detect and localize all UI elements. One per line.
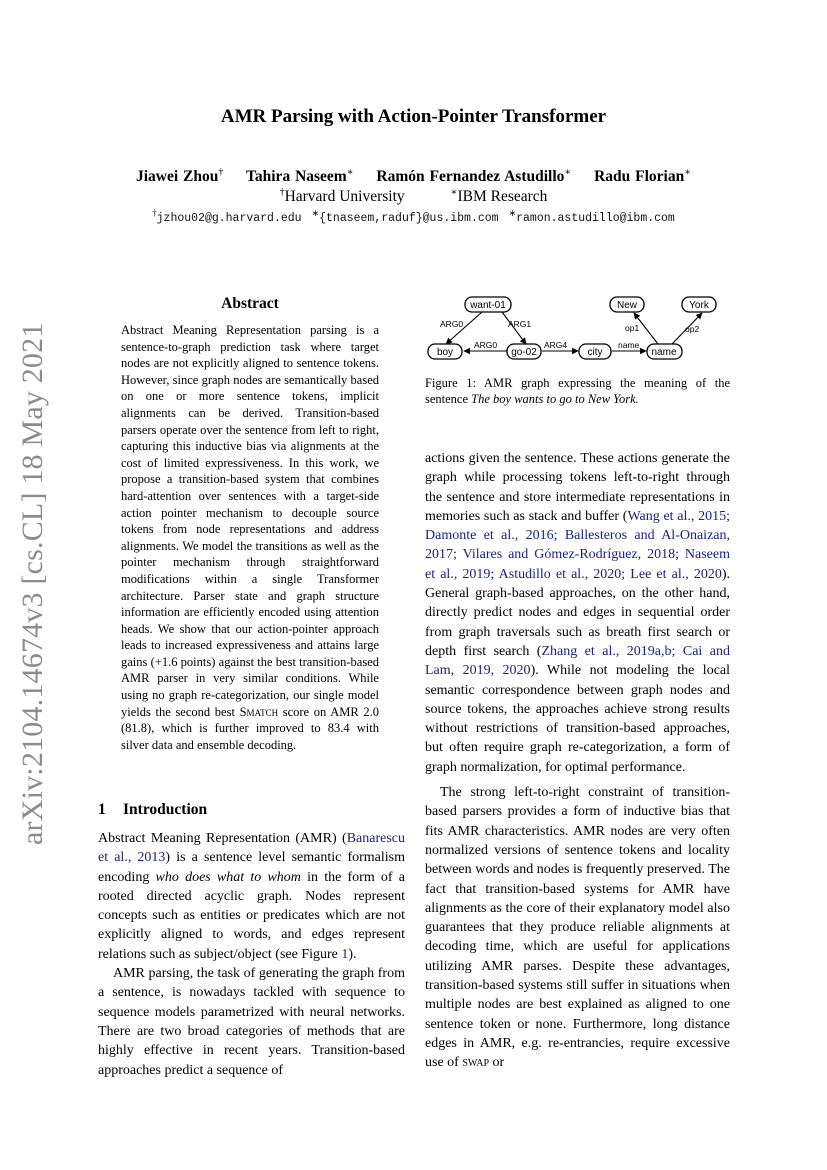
figure-1: [422, 294, 732, 362]
author-name: Tahira Naseem: [245, 168, 347, 186]
abstract-text-end: score on AMR 2.0 (81.8), which is further improved to 83.4 with silver data and ensemble decoding.: [121, 704, 379, 752]
paragraph: [425, 449, 730, 777]
abstract-heading: Abstract: [221, 295, 279, 312]
author-list: [0, 167, 827, 186]
text-run: ).: [348, 946, 357, 962]
section-title: Introduction: [123, 801, 208, 818]
affiliation-mark: ∗: [450, 187, 458, 198]
node-label: want-01: [470, 300, 506, 311]
emphasis: who does what to whom: [155, 869, 301, 885]
arxiv-id-text: arXiv:2104.14674v3 [cs.CL] 18 May 2021: [16, 322, 49, 845]
abstract-text: Abstract Meaning Representation parsing is a sentence-to-graph prediction task where target nodes are not explicitly aligned to sentence tokens. However, since graph nodes are semantically based on one or more sentence tokens, implicit alignments can be derived. Transition-based parsers operate over the sentence from left to right, capturing this inductive bias via alignments at the cost of limited expressiveness. In this work, we propose a transition-based system that combines hard-attention over sentences with a target-side action pointer mechanism to decouple source tokens from node representations and address alignments. We model the transitions as well as the pointer mechanism through straightforward modifications within a single Transformer architecture. Parser state and graph structure information are efficiently encoded using attention heads. We show that our action-pointer approach leads to increased expressiveness and attains large gains (+1.6 points) against the best transition-based AMR parser in very similar conditions. While using no graph re-categorization, our single model yields the second best: [121, 323, 379, 719]
abstract-body: [121, 322, 379, 753]
author-name: Radu Florian: [594, 168, 685, 186]
caption-label: Figure 1:: [425, 376, 476, 390]
email-address[interactable]: ramon.astudillo@ibm.com: [516, 211, 675, 225]
node-label: boy: [436, 347, 454, 358]
affiliation-name: Harvard University: [284, 188, 405, 206]
citation-link[interactable]: Zhang et al., 2019a,b; Cai and Lam, 2019, 2020: [425, 643, 730, 679]
email-mark: †: [152, 208, 157, 218]
right-column-body: [425, 449, 730, 1073]
text-run: actions given the sentence. These actions generate the graph while processing tokens left-to-right through the sentence and store intermediate representations in memories such as stack and buffer (: [425, 451, 730, 524]
edge-label: ARG0: [440, 319, 464, 329]
smatch-term: Smatch: [239, 704, 279, 719]
node-label: name: [651, 347, 677, 358]
left-column-body: [98, 829, 405, 1080]
email-address[interactable]: jzhou02@g.harvard.edu: [156, 211, 302, 225]
amr-graph: [422, 294, 732, 362]
node-label: city: [587, 347, 603, 358]
arxiv-identifier: [16, 322, 60, 845]
email-mark: ∗: [508, 208, 517, 218]
author-name: Ramón Fernandez Astudillo: [376, 168, 565, 186]
author-name: Jiawei Zhou: [135, 168, 219, 186]
text-run: ). While not modeling the local semantic correspondence between graph nodes and source tokens, the approaches achieve strong results without restrictions of transition-based approaches, but often require graph re-categorization, a form of graph normalization, for optimal performance.: [425, 663, 731, 775]
swap-term: swap: [462, 1055, 490, 1071]
affiliation-name: IBM Research: [457, 188, 548, 206]
node-label: go-02: [511, 347, 537, 358]
text-run: The strong left-to-right constraint of transition-based parsers provides a form of inductive bias that fits AMR characteristics. AMR nodes are very often normalized versions of sentence tokens and locality between words and nodes is frequently preserved. The fact that transition-based systems for AMR have alignments as the core of their explanatory model also guarantees that they produce reliable alignments at decoding time, which are useful for applications utilizing AMR parses. Despite these advantages, transition-based systems still suffer in situations when multiple nodes are best explained as aligned to one sentence token or none. Furthermore, long distance edges in AMR, e.g. re-entrancies, require excessive use of: [425, 785, 730, 1071]
email-list: [0, 208, 827, 225]
affiliation-mark: †: [279, 187, 285, 198]
caption-text: AMR graph expressing the meaning of the sentence: [425, 376, 731, 407]
figure-ref-link[interactable]: 1: [341, 946, 349, 962]
figure-caption: [425, 375, 730, 408]
text-run: Abstract Meaning Representation (AMR) (: [98, 831, 347, 846]
citation-link[interactable]: Banarescu et al., 2013: [98, 831, 405, 866]
email-mark: ∗: [311, 208, 320, 218]
author-mark: ∗: [684, 167, 692, 178]
node-want: [465, 297, 511, 312]
section-number: 1: [98, 801, 106, 818]
node-label: New: [616, 300, 638, 311]
author-mark: †: [218, 167, 224, 178]
node-york: [682, 297, 716, 312]
paragraph: AMR parsing, the task of generating the graph from a sentence, is nowadays tackled with sequence to sequence models parametrized with neural networks. There are two broad categories of methods that are highly effective in recent years. Transition-based approaches predict a sequence of: [98, 966, 405, 1078]
email-address[interactable]: {tnaseem,raduf}@us.ibm.com: [319, 211, 499, 225]
edge-label: ARG1: [508, 319, 532, 329]
paper-title: AMR Parsing with Action-Pointer Transformer: [220, 106, 607, 127]
author-mark: ∗: [564, 167, 572, 178]
node-boy: [428, 344, 462, 359]
node-go: [507, 344, 541, 359]
node-new: [610, 297, 644, 312]
edge-label: ARG0: [474, 340, 498, 350]
paragraph: [425, 783, 730, 1072]
edge-label: op2: [685, 324, 700, 334]
edge-label: name: [618, 340, 640, 350]
caption-sentence: The boy wants to go to New York.: [471, 392, 639, 407]
edge-label: op1: [625, 323, 640, 333]
citation-link[interactable]: Wang et al., 2015; Damonte et al., 2016; Ballesteros and Al-Onaizan, 2017; Vilares and Gómez-Rodríguez, 2018; Naseem et al., 2019; Astudillo et al., 2020; Lee et al., 2020: [425, 508, 730, 582]
node-name: [647, 344, 682, 359]
section-heading: [98, 801, 207, 819]
node-label: York: [689, 300, 709, 311]
text-run: or: [492, 1055, 505, 1071]
edge-label: ARG4: [544, 340, 568, 350]
paragraph: [98, 829, 405, 964]
affiliation-list: [0, 187, 827, 206]
text-run: ). General graph-based approaches, on the other hand, directly predict nodes and edges in sequential order from graph traversals such as breath first search or depth first search (: [425, 566, 730, 659]
author-mark: ∗: [346, 167, 354, 178]
node-city: [579, 344, 611, 359]
text-run: ) is a sentence level semantic formalism encoding: [98, 850, 405, 885]
text-run: in the form of a rooted directed acyclic graph. Nodes represent concepts such as entities or predicates which are not explicitly aligned to words, and edges represent relations such as subject/object (see Figure: [98, 869, 405, 962]
